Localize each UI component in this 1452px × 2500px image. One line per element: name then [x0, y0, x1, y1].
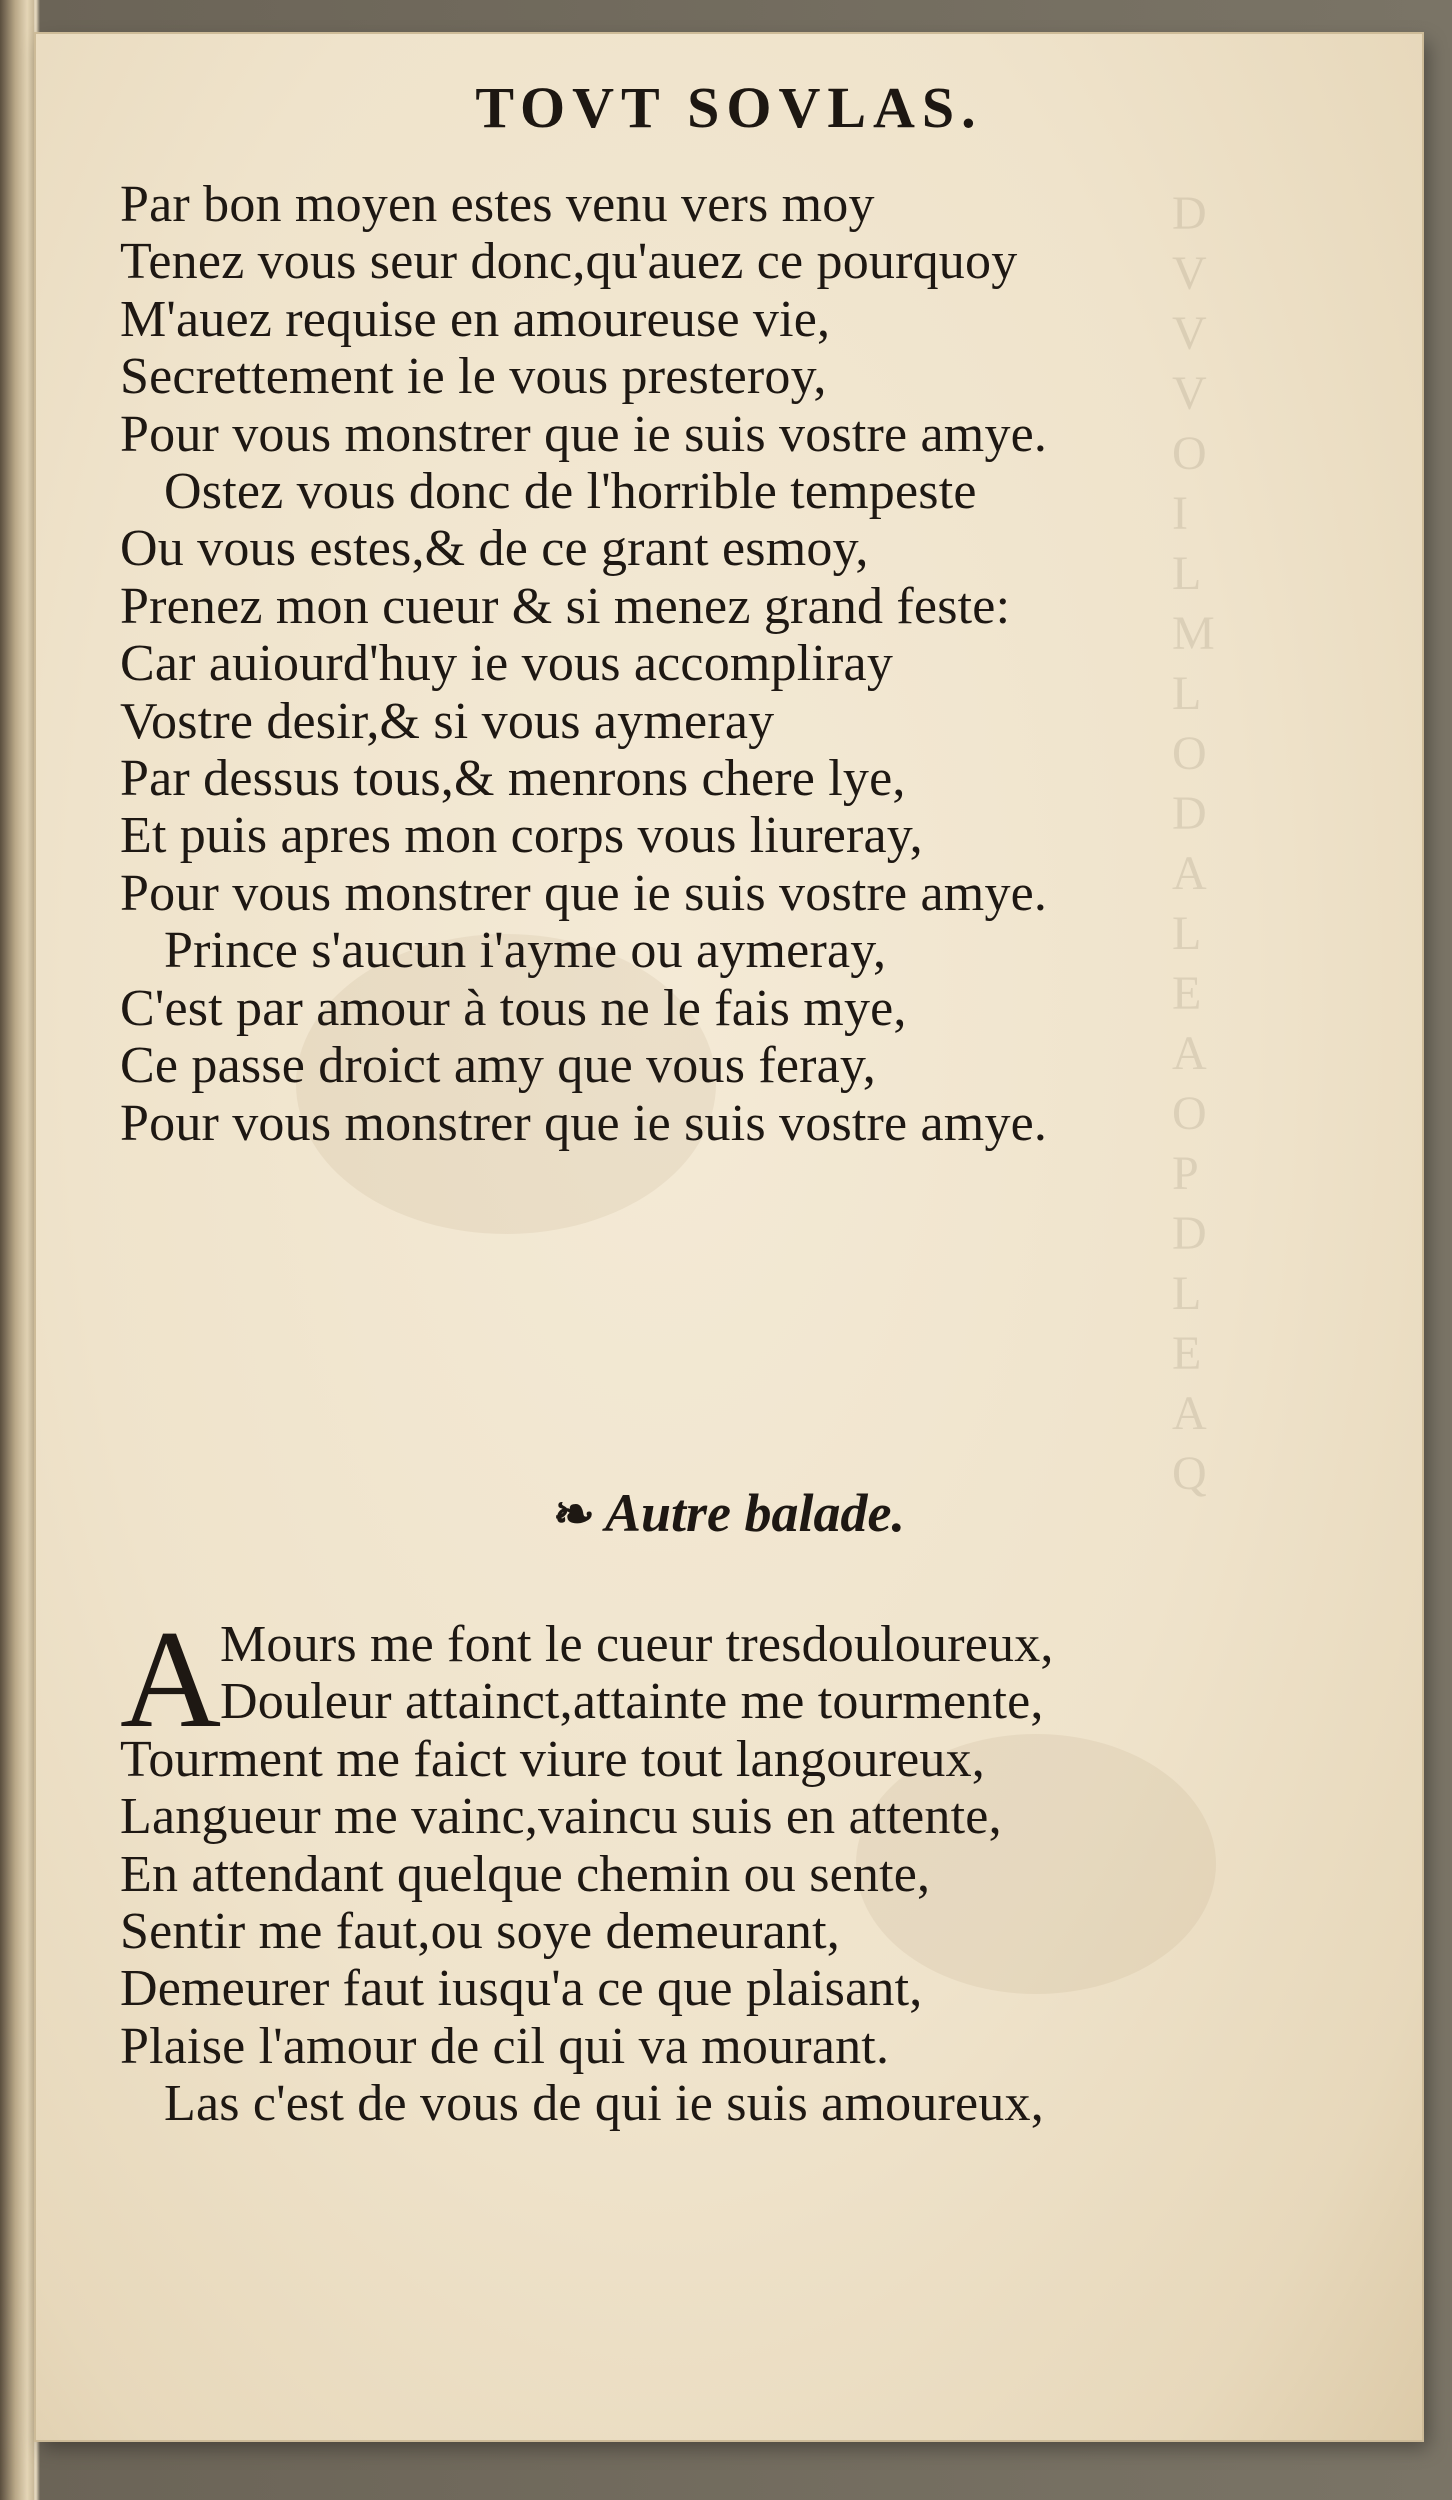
verse-line: Las c'est de vous de qui ie suis amoureux, — [164, 2075, 1044, 2133]
verse-line: Pour vous monstrer que ie suis vostre amye. — [120, 405, 1048, 463]
verse-line: Par dessus tous,& menrons chere lye, — [120, 750, 906, 808]
poem-stanza-second — [120, 1602, 1300, 2133]
verse-line: Pour vous monstrer que ie suis vostre amye. — [120, 864, 1048, 922]
verse-line: Ce passe droict amy que vous feray, — [120, 1037, 876, 1095]
verse-line: Tourment me faict viure tout langoureux, — [120, 1730, 985, 1788]
verse-line: Prince s'aucun i'ayme ou aymeray, — [164, 922, 887, 980]
verse-line: Sentir me faut,ou soye demeurant, — [120, 1903, 840, 1961]
running-head: TOVT SOVLAS. — [475, 75, 983, 140]
verse-line: Demeurer faut iusqu'a ce que plaisant, — [120, 1960, 923, 2018]
verse-line: Par bon moyen estes venu vers moy — [120, 176, 875, 233]
section-heading — [36, 1482, 1422, 1544]
poem-stanza-first — [120, 176, 1300, 1152]
fleuron-icon: ❧ — [553, 1486, 595, 1542]
verse-line: Pour vous monstrer que ie suis vostre amye. — [120, 1094, 1048, 1152]
verse-line: C'est par amour à tous ne le fais mye, — [120, 979, 907, 1037]
verse-line: Langueur me vainc,vaincu suis en attente, — [120, 1788, 1002, 1846]
verse-line: Plaise l'amour de cil qui va mourant. — [120, 2017, 890, 2075]
verse-line: Ou vous estes,& de ce grant esmoy, — [120, 520, 869, 578]
verse-line: Car auiourd'huy ie vous accompliray — [120, 635, 894, 693]
book-page — [36, 34, 1422, 2440]
verse-line: Vostre desir,& si vous aymeray — [120, 692, 775, 750]
verse-line: Secrettement ie le vous presteroy, — [120, 348, 827, 406]
verse-line: Prenez mon cueur & si menez grand feste: — [120, 577, 1011, 635]
verse-line: Ostez vous donc de l'horrible tempeste — [164, 463, 977, 521]
verse-line: En attendant quelque chemin ou sente, — [120, 1845, 931, 1903]
show-through-text: D V V V O I L M L O D A L E A O P D L E A Q — [1172, 187, 1215, 1500]
verse-line: Et puis apres mon corps vous liureray, — [120, 807, 923, 865]
verse-line: Tenez vous seur donc,qu'auez ce pourquoy — [120, 233, 1018, 291]
book-binding-edge — [0, 0, 34, 2500]
verse-line: Mours me font le cueur tresdouloureux, — [220, 1616, 1054, 1673]
drop-cap: A — [120, 1602, 222, 1757]
verse-line: M'auez requise en amoureuse vie, — [120, 290, 831, 348]
verse-line: Douleur attainct,attainte me tourmente, — [220, 1673, 1044, 1731]
heading-text: Autre balade. — [604, 1483, 905, 1543]
